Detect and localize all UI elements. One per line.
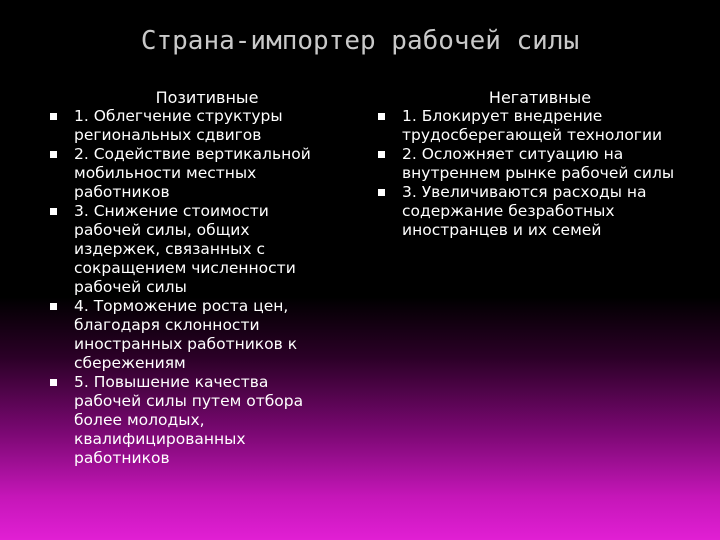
positive-list xyxy=(50,107,340,468)
square-bullet-icon xyxy=(378,113,385,120)
positive-item-text: 3. Снижение стоимости рабочей силы, общих издержек, связанных с сокращением численности рабочей силы xyxy=(74,202,296,296)
negative-item-text: 2. Осложняет ситуацию на внутреннем рынке рабочей силы xyxy=(402,145,675,182)
square-bullet-icon xyxy=(378,151,385,158)
square-bullet-icon xyxy=(50,208,57,215)
positive-item-5 xyxy=(50,373,340,468)
negative-item-2 xyxy=(378,145,678,183)
positive-item-4 xyxy=(50,297,340,373)
negative-heading: Негативные xyxy=(488,88,592,107)
square-bullet-icon xyxy=(50,303,57,310)
positive-item-text: 4. Торможение роста цен, благодаря склонности иностранных работников к сбережениям xyxy=(74,297,298,372)
positive-column xyxy=(50,88,340,468)
negative-item-1 xyxy=(378,107,678,145)
positive-item-1 xyxy=(50,107,340,145)
positive-heading: Позитивные xyxy=(155,88,259,107)
positive-item-text: 2. Содействие вертикальной мобильности местных работников xyxy=(74,145,311,201)
negative-item-3 xyxy=(378,183,678,240)
square-bullet-icon xyxy=(378,189,385,196)
slide-title: Страна-импортер рабочей силы xyxy=(140,26,580,56)
positive-item-text: 1. Облегчение структуры региональных сдвигов xyxy=(74,107,283,144)
square-bullet-icon xyxy=(50,379,57,386)
negative-item-text: 1. Блокирует внедрение трудосберегающей технологии xyxy=(402,107,663,144)
negative-list xyxy=(378,107,678,240)
positive-item-2 xyxy=(50,145,340,202)
positive-item-text: 5. Повышение качества рабочей силы путем отбора более молодых, квалифицированных работников xyxy=(74,373,304,467)
square-bullet-icon xyxy=(50,113,57,120)
positive-item-3 xyxy=(50,202,340,297)
negative-column xyxy=(378,88,678,240)
negative-item-text: 3. Увеличиваются расходы на содержание безработных иностранцев и их семей xyxy=(402,183,647,239)
square-bullet-icon xyxy=(50,151,57,158)
